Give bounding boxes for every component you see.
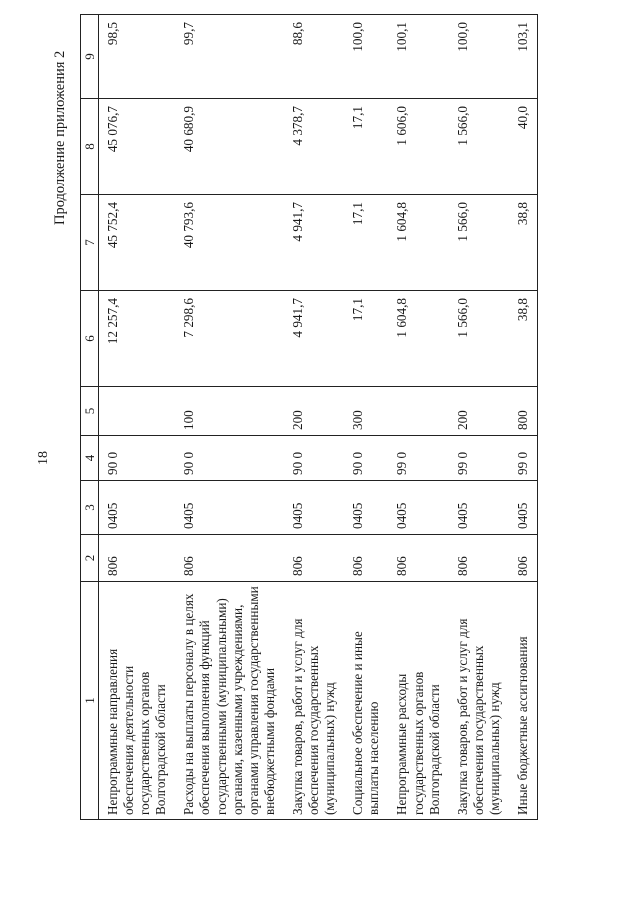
section-code: 0405 xyxy=(99,481,176,535)
budget-table xyxy=(80,14,538,820)
program-code: 99 0 xyxy=(509,436,538,481)
expense-type xyxy=(99,387,176,436)
expense-type: 800 xyxy=(509,387,538,436)
execution-percent: 100,1 xyxy=(388,15,448,99)
ministry-code: 806 xyxy=(99,535,176,582)
executed-amount: 4 378,7 xyxy=(284,99,344,195)
planned-amount: 1 604,8 xyxy=(388,291,448,387)
expense-type: 200 xyxy=(449,387,509,436)
col-header-6: 6 xyxy=(81,291,99,387)
revised-amount: 17,1 xyxy=(344,195,388,291)
revised-amount: 1 604,8 xyxy=(388,195,448,291)
section-code: 0405 xyxy=(175,481,284,535)
revised-amount: 45 752,4 xyxy=(99,195,176,291)
planned-amount: 7 298,6 xyxy=(175,291,284,387)
revised-amount: 40 793,6 xyxy=(175,195,284,291)
table-row xyxy=(99,15,176,820)
execution-percent: 100,0 xyxy=(449,15,509,99)
ministry-code: 806 xyxy=(449,535,509,582)
execution-percent: 88,6 xyxy=(284,15,344,99)
row-name: Расходы на выплаты персоналу в целях обеспечения выполнения функций государственными (муниципальными) органами, казенными учреждениями, органами управления государственными внебюджетными фондами xyxy=(175,582,284,820)
ministry-code: 806 xyxy=(509,535,538,582)
program-code: 90 0 xyxy=(284,436,344,481)
row-name: Непрограммные направления обеспечения деятельности государственных органов Волгоградской области xyxy=(99,582,176,820)
col-header-9: 9 xyxy=(81,15,99,99)
executed-amount: 17,1 xyxy=(344,99,388,195)
executed-amount: 40 680,9 xyxy=(175,99,284,195)
planned-amount: 17,1 xyxy=(344,291,388,387)
ministry-code: 806 xyxy=(388,535,448,582)
expense-type: 100 xyxy=(175,387,284,436)
planned-amount: 12 257,4 xyxy=(99,291,176,387)
table-row xyxy=(388,15,448,820)
program-code: 99 0 xyxy=(449,436,509,481)
section-code: 0405 xyxy=(388,481,448,535)
table-row xyxy=(344,15,388,820)
planned-amount: 1 566,0 xyxy=(449,291,509,387)
row-name: Закупка товаров, работ и услуг для обеспечения государственных (муниципальных) нужд xyxy=(284,582,344,820)
section-code: 0405 xyxy=(344,481,388,535)
execution-percent: 98,5 xyxy=(99,15,176,99)
table-row xyxy=(509,15,538,820)
expense-type xyxy=(388,387,448,436)
col-header-3: 3 xyxy=(81,481,99,535)
col-header-5: 5 xyxy=(81,387,99,436)
page-number: 18 xyxy=(36,451,51,465)
section-code: 0405 xyxy=(449,481,509,535)
revised-amount: 1 566,0 xyxy=(449,195,509,291)
table-row xyxy=(284,15,344,820)
col-header-7: 7 xyxy=(81,195,99,291)
executed-amount: 1 566,0 xyxy=(449,99,509,195)
revised-amount: 38,8 xyxy=(509,195,538,291)
continuation-caption: Продолжение приложения 2 xyxy=(52,50,68,225)
program-code: 90 0 xyxy=(344,436,388,481)
planned-amount: 4 941,7 xyxy=(284,291,344,387)
executed-amount: 45 076,7 xyxy=(99,99,176,195)
expense-type: 200 xyxy=(284,387,344,436)
column-number-row xyxy=(81,15,99,820)
col-header-8: 8 xyxy=(81,99,99,195)
execution-percent: 99,7 xyxy=(175,15,284,99)
col-header-2: 2 xyxy=(81,535,99,582)
program-code: 99 0 xyxy=(388,436,448,481)
ministry-code: 806 xyxy=(344,535,388,582)
table-row xyxy=(449,15,509,820)
row-name: Иные бюджетные ассигнования xyxy=(509,582,538,820)
execution-percent: 103,1 xyxy=(509,15,538,99)
row-name: Социальное обеспечение и иные выплаты населению xyxy=(344,582,388,820)
revised-amount: 4 941,7 xyxy=(284,195,344,291)
program-code: 90 0 xyxy=(175,436,284,481)
planned-amount: 38,8 xyxy=(509,291,538,387)
section-code: 0405 xyxy=(509,481,538,535)
row-name: Закупка товаров, работ и услуг для обеспечения государственных (муниципальных) нужд xyxy=(449,582,509,820)
executed-amount: 1 606,0 xyxy=(388,99,448,195)
row-name: Непрограммные расходы государственных органов Волгоградской области xyxy=(388,582,448,820)
section-code: 0405 xyxy=(284,481,344,535)
expense-type: 300 xyxy=(344,387,388,436)
ministry-code: 806 xyxy=(175,535,284,582)
col-header-4: 4 xyxy=(81,436,99,481)
ministry-code: 806 xyxy=(284,535,344,582)
executed-amount: 40,0 xyxy=(509,99,538,195)
execution-percent: 100,0 xyxy=(344,15,388,99)
program-code: 90 0 xyxy=(99,436,176,481)
col-header-1: 1 xyxy=(81,582,99,820)
table-row xyxy=(175,15,284,820)
